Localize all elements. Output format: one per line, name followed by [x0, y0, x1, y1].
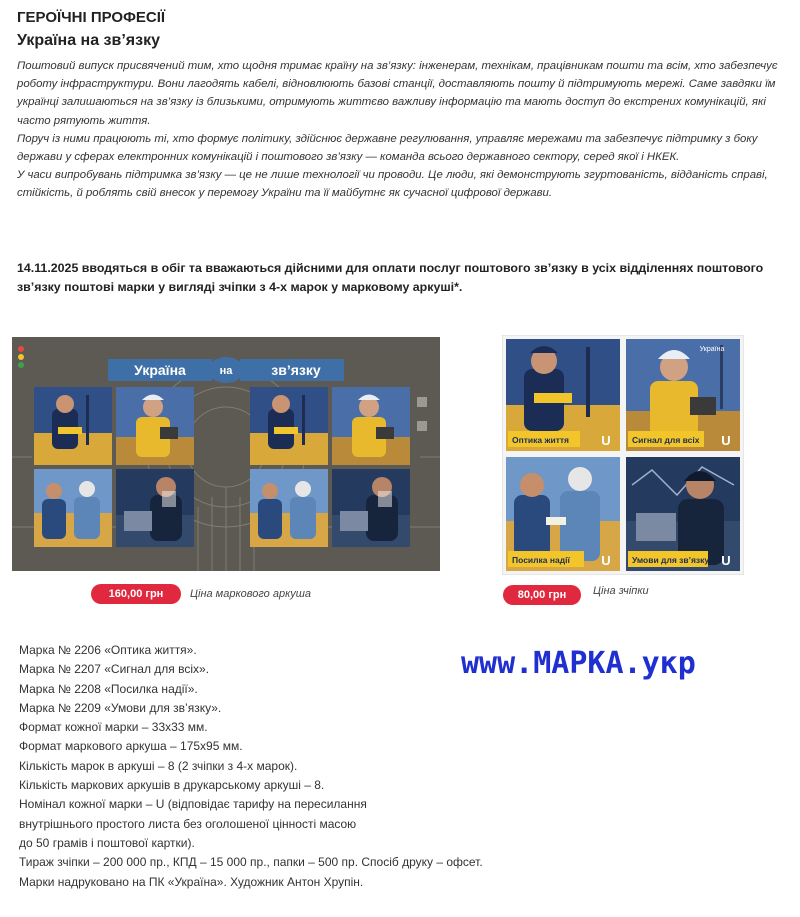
issue-title: Україна на зв’язку: [17, 32, 160, 49]
block-stamp-optyka: [506, 339, 620, 451]
spec-line: Формат кожної марки – 33x33 мм.: [19, 720, 208, 735]
sheet-stamp-umovy-right: [332, 469, 410, 547]
spec-line: Марка № 2209 «Умови для зв’язку».: [19, 700, 222, 715]
sheet-banner-mid: на: [219, 365, 233, 377]
block-stamp-posylka-value: U: [601, 553, 611, 568]
intro-text: [17, 57, 785, 203]
block-price-caption: Ціна зчіпки: [593, 585, 649, 597]
block-stamp-umovy-value: U: [721, 553, 731, 568]
intro-paragraph-1: Поштовий випуск присвячений тим, хто щодня тримає країну на зв’язку: інженерам, технікам, працівникам пошти та всім, хто забезпечує роботу інфраструктури. Вони лагодять кабелі, відновлюють базові станції, доставляють пошту й підтримують мережі. Саме завдяки їм українці залишаються на зв’язку із близькими, отримують життєво важливу інформацію та мають доступ до екстрених комунікацій, які часто рятують життя.: [17, 60, 778, 127]
spec-line: до 50 грамів і поштової картки).: [19, 835, 195, 850]
spec-line: Кількість марок в аркуші – 8 (2 зчіпки з 4-х марок).: [19, 758, 298, 773]
spec-line: Марка № 2208 «Посилка надії».: [19, 681, 198, 696]
block-country: Україна: [699, 346, 725, 353]
spec-line: внутрішнього простого листа без оголошеної цінності масою: [19, 816, 357, 831]
sheet-stamp-umovy-left: [116, 469, 194, 547]
sheet-stamp-posylka-left: [34, 469, 112, 547]
block-stamp-umovy: [626, 457, 740, 571]
block-stamp-posylka: [506, 457, 620, 571]
block-stamp-syhnal-caption: Сигнал для всіх: [632, 435, 700, 445]
sheet-banner-right: зв’язку: [271, 362, 321, 378]
sheet-stamp-syhnal-left: [116, 387, 194, 465]
spec-line: Марка № 2207 «Сигнал для всіх».: [19, 662, 210, 677]
website-link[interactable]: www.МАРКА.укр: [461, 646, 696, 681]
stamp-block: [502, 335, 744, 575]
sheet-stamp-optyka-right: [250, 387, 328, 465]
sheet-stamp-posylka-right: [250, 469, 328, 547]
stamp-specs: [19, 641, 483, 892]
block-stamp-syhnal-value: U: [721, 433, 731, 448]
issue-announcement: 14.11.2025 вводяться в обіг та вважаються дійсними для оплати послуг поштового зв’язку в усіх відділеннях поштового зв’язку поштові марки у вигляді зчіпки з 4-х марок у марковому аркуші*.: [17, 261, 764, 294]
intro-paragraph-3: У часи випробувань підтримка зв’язку — це не лише технології чи проводи. Це люди, які демонструють згуртованість, відданість справі, стійкість, й роблять свій внесок у перемогу України та її майбутнє як сучасної цифрової держави.: [17, 169, 768, 200]
spec-line: Марки надруковано на ПК «Україна». Художник Антон Хрупін.: [19, 874, 364, 889]
spec-line: Номінал кожної марки – U (відповідає тарифу на пересилання: [19, 797, 367, 812]
sheet-banner-left: Україна: [134, 362, 186, 378]
block-price-badge: 80,00 грн: [503, 585, 581, 605]
sheet-price-caption: Ціна маркового аркуша: [190, 588, 312, 600]
spec-line: Формат маркового аркуша – 175x95 мм.: [19, 739, 243, 754]
intro-paragraph-2: Поруч із ними працюють ті, хто формує політику, здійснює державне регулювання, управляє мережами та забезпечує підтримку з боку держави у сферах електронних комунікацій і поштового зв’язку — команда всього державного сектору, серед якої і НКЕК.: [17, 132, 758, 164]
sheet-stamp-syhnal-right: [332, 387, 410, 465]
block-stamp-umovy-caption: Умови для зв’язку: [632, 555, 710, 565]
block-stamp-optyka-caption: Оптика життя: [512, 435, 570, 445]
stamp-sheet: [12, 337, 440, 571]
spec-line: Кількість маркових аркушів в друкарському аркуші – 8.: [19, 778, 325, 793]
sheet-price-badge: 160,00 грн: [91, 584, 181, 604]
spec-line: Марка № 2206 «Оптика життя».: [19, 643, 197, 657]
sheet-stamp-optyka-left: [34, 387, 112, 465]
spec-line: Тираж зчіпки – 200 000 пр., КПД – 15 000 пр., папки – 500 пр. Спосіб друку – офсет.: [19, 855, 483, 870]
series-title: ГЕРОЇЧНІ ПРОФЕСІЇ: [17, 9, 166, 26]
block-stamp-posylka-caption: Посилка надії: [512, 555, 570, 565]
block-stamp-syhnal: [626, 339, 740, 451]
block-stamp-optyka-value: U: [601, 433, 611, 448]
